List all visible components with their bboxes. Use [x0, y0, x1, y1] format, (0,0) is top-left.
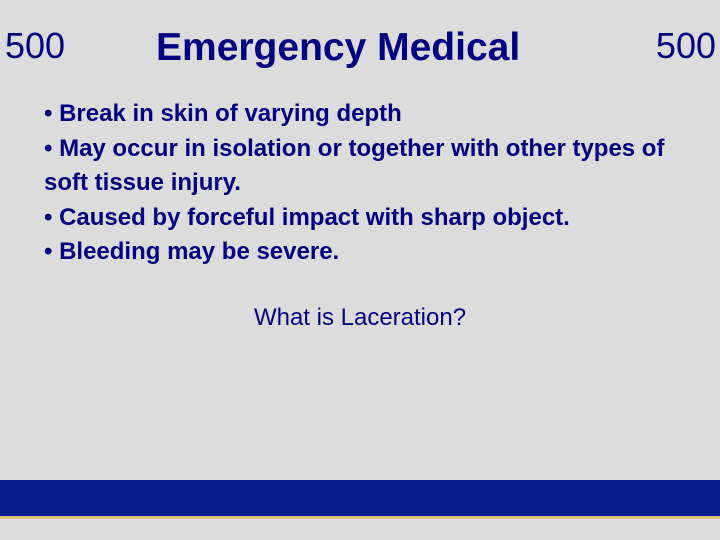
answer-text: What is Laceration?	[253, 304, 467, 331]
clue-item: • Caused by forceful impact with sharp object.	[44, 203, 570, 231]
footer-accent-line	[0, 516, 720, 519]
clue-list	[44, 97, 684, 270]
clue-item: • May occur in isolation or together with other types of soft tissue injury.	[44, 134, 665, 196]
slide-title: Emergency Medical	[156, 26, 521, 69]
points-value-right: 500	[655, 25, 716, 66]
clue-item: • Bleeding may be severe.	[44, 238, 340, 265]
clue-item: • Break in skin of varying depth	[44, 100, 402, 127]
footer-bar	[0, 480, 720, 516]
points-value-left: 500	[5, 25, 66, 66]
